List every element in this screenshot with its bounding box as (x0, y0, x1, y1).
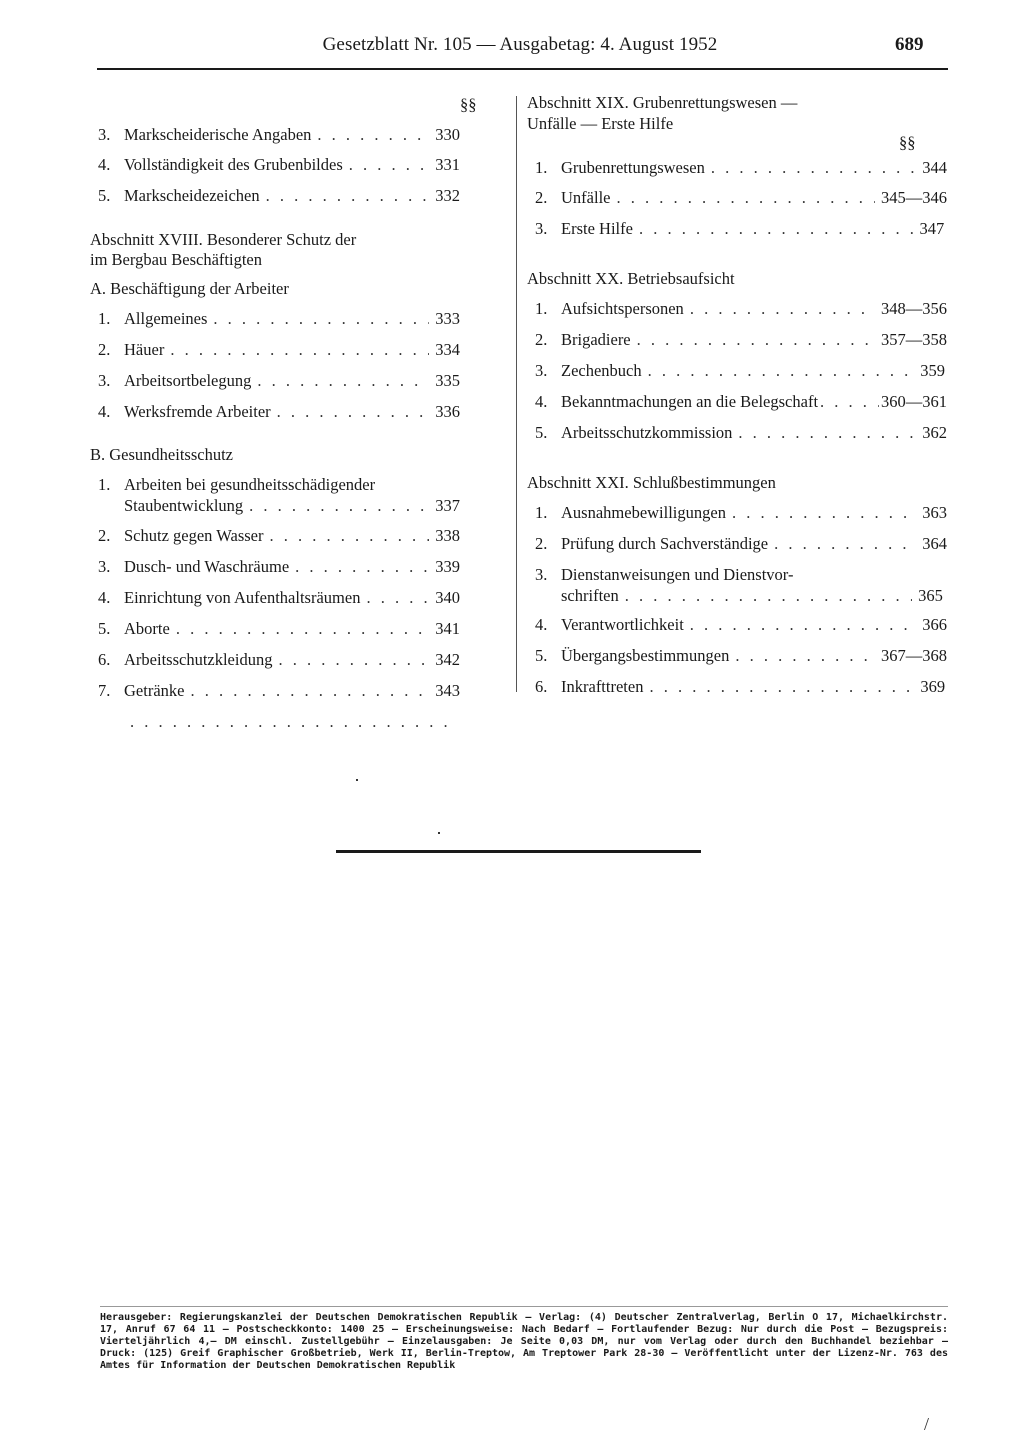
toc-entry (90, 124, 460, 146)
toc-entry (527, 645, 947, 667)
entry-page: 340 (435, 588, 460, 607)
entry-page: 348—356 (881, 299, 947, 318)
entry-number: 2. (535, 330, 548, 349)
leader-dots (277, 401, 430, 423)
entry-page: 347 (919, 219, 945, 238)
entry-label-line1: Dienstanweisungen und Dienstvor- (561, 565, 794, 584)
leader-dots (295, 556, 429, 578)
toc-entry (90, 401, 460, 423)
entry-page: 336 (435, 402, 460, 421)
entry-page: 334 (435, 340, 460, 359)
toc-entry (90, 154, 460, 176)
entry-label: Vollständigkeit des Grubenbildes (124, 155, 343, 174)
entry-number: 4. (98, 588, 111, 607)
entry-number: 5. (535, 646, 548, 665)
leader-dots (690, 298, 875, 320)
entry-page: 365 (918, 586, 943, 605)
toc-entry (90, 339, 460, 361)
leader-dots (266, 185, 430, 207)
entry-label: Brigadiere (561, 330, 631, 349)
toc-entry (527, 533, 947, 555)
print-speck (438, 832, 440, 834)
leader-dots (732, 502, 916, 524)
subsection-heading: A. Beschäftigung der Arbeiter (90, 279, 289, 298)
leader-dots (257, 370, 429, 392)
entry-label: Getränke (124, 681, 185, 700)
entry-label: Markscheidezeichen (124, 186, 260, 205)
entry-page: 332 (435, 186, 460, 205)
section-symbol: §§ (899, 133, 916, 152)
leader-dots (738, 422, 916, 444)
entry-number: 4. (535, 615, 548, 634)
leader-dots (690, 614, 916, 636)
entry-label: Dusch- und Waschräume (124, 557, 290, 576)
entry-page: 335 (435, 371, 460, 390)
leader-dots (270, 525, 430, 547)
entry-page: 366 (922, 615, 947, 634)
entry-number: 1. (535, 158, 548, 177)
entry-label: Inkrafttreten (561, 677, 644, 696)
page-number: 689 (895, 34, 924, 55)
entry-page: 337 (435, 496, 460, 515)
entry-number: 1. (535, 503, 548, 522)
entry-label: Aufsichtspersonen (561, 299, 684, 318)
pencil-mark: / (924, 1414, 930, 1434)
entry-page: 339 (435, 557, 460, 576)
toc-entry (527, 391, 947, 413)
toc-entry (527, 218, 947, 240)
entry-page: 330 (435, 125, 460, 144)
entry-page: 333 (435, 309, 460, 328)
entry-label: Verantwortlichkeit (561, 615, 684, 634)
entry-label: Zechenbuch (561, 361, 642, 380)
toc-entry (527, 502, 947, 524)
leader-dots (637, 329, 875, 351)
entry-number: 1. (535, 299, 548, 318)
toc-entry (527, 614, 947, 636)
entry-label: Unfälle (561, 188, 611, 207)
toc-entry-multiline (90, 474, 460, 516)
leader-dots (190, 680, 429, 702)
entry-number: 2. (98, 526, 111, 545)
entry-label: Erste Hilfe (561, 219, 633, 238)
entry-number: 6. (535, 677, 548, 696)
toc-entry (90, 680, 460, 702)
entry-page: 341 (435, 619, 460, 638)
entry-page: 359 (920, 361, 945, 380)
entry-label-line2: Staubentwicklung (124, 496, 244, 515)
toc-entry (527, 422, 947, 444)
entry-label: Prüfung durch Sachverständige (561, 534, 769, 553)
leader-dots (249, 495, 429, 516)
section-heading-cont: im Bergbau Beschäftigten (90, 250, 262, 269)
leader-dots (648, 360, 915, 382)
entry-number: 2. (98, 340, 111, 359)
entry-label: Grubenrettungswesen (561, 158, 705, 177)
leader-dots (366, 587, 429, 609)
entry-page: 360—361 (881, 392, 947, 411)
entry-number: 2. (535, 534, 548, 553)
imprint-footer: Herausgeber: Regierungskanzlei der Deutschen Demokratischen Republik — Verlag: (4) Deutscher Zentralverlag, Berlin O 17, Michaelkirchstr. 17, Anruf 67 64 11 — Postscheckkonto: 1400 25 — Erscheinungsweise: Nach Bedarf — Fortlaufender Bezug: Nur durch die Post — Bezugspreis: Vierteljährlich 4,— DM einschl. Zustellgebühr — Einzelausgaben: Je Seite 0,03 DM, nur vom Verlag oder durch den Buchhandel beziehbar — Druck: (125) Greif Graphischer Großbetrieb, Werk II, Berlin-Treptow, Am Treptower Park 28-30 — Veröffentlicht unter der Lizenz-Nr. 763 des Amtes für Information der Deutschen Demokratischen Republik (100, 1312, 948, 1371)
toc-entry-multiline (527, 564, 947, 606)
leader-dots (649, 676, 914, 698)
entry-label: Arbeitsschutzkleidung (124, 650, 273, 669)
entry-number: 4. (535, 392, 548, 411)
entry-number: 3. (535, 361, 548, 380)
leader-dots (317, 124, 429, 146)
entry-page: 331 (435, 155, 460, 174)
entry-label: Ausnahmebewilligungen (561, 503, 726, 522)
section-heading-cont: Unfälle — Erste Hilfe (527, 114, 674, 133)
entry-page: 362 (922, 423, 947, 442)
entry-number: 4. (98, 155, 111, 174)
toc-entry (90, 587, 460, 609)
leader-dots (711, 157, 916, 179)
entry-number: 3. (535, 219, 548, 238)
entry-page: 363 (922, 503, 947, 522)
entry-page: 367—368 (881, 646, 947, 665)
toc-entry (527, 298, 947, 320)
entry-label: Schutz gegen Wasser (124, 526, 264, 545)
entry-number: 3. (535, 565, 548, 584)
column-divider (516, 96, 517, 692)
subsection-heading: B. Gesundheitsschutz (90, 445, 233, 464)
entry-number: 3. (98, 557, 111, 576)
entry-page: 342 (435, 650, 460, 669)
entry-label: Häuer (124, 340, 165, 359)
toc-entry (527, 676, 947, 698)
toc-entry (527, 157, 947, 179)
entry-number: 2. (535, 188, 548, 207)
leader-dots (176, 618, 429, 640)
entry-page: 369 (920, 677, 946, 696)
leader-dots (213, 308, 429, 330)
entry-label-line1: Arbeiten bei gesundheitsschädigender (124, 475, 376, 494)
leader-dots (130, 711, 454, 733)
footer-rule (100, 1306, 948, 1307)
section-heading: Abschnitt XX. Betriebsaufsicht (527, 269, 735, 288)
leader-dots (170, 339, 429, 361)
header-rule (97, 68, 948, 70)
entry-number: 5. (98, 186, 111, 205)
entry-label: Arbeitsschutzkommission (561, 423, 733, 442)
toc-entry (527, 360, 947, 382)
leader-dots (278, 649, 429, 671)
section-heading: Abschnitt XVIII. Besonderer Schutz der (90, 230, 357, 249)
print-speck (356, 779, 358, 781)
toc-entry (90, 556, 460, 578)
toc-entry (90, 649, 460, 671)
entry-page: 357—358 (881, 330, 947, 349)
leader-dots (639, 218, 914, 240)
toc-entry (527, 187, 947, 209)
toc-entry (90, 711, 460, 733)
entry-number: 1. (98, 475, 111, 494)
entry-label: Aborte (124, 619, 170, 638)
entry-number: 4. (98, 402, 111, 421)
section-symbol: §§ (460, 95, 477, 114)
entry-number: 7. (98, 681, 111, 700)
leader-dots (616, 187, 875, 209)
leader-dots (735, 645, 875, 667)
leader-dots (774, 533, 916, 555)
entry-label: Allgemeines (124, 309, 208, 328)
section-heading: Abschnitt XIX. Grubenrettungswesen — (527, 93, 798, 112)
leader-dots (625, 585, 912, 606)
entry-number: 3. (98, 371, 111, 390)
entry-label: Übergangsbestimmungen (561, 646, 730, 665)
header-title: Gesetzblatt Nr. 105 — Ausgabetag: 4. August 1952 (322, 34, 718, 55)
entry-label: Einrichtung von Aufenthaltsräumen (124, 588, 361, 607)
toc-entry (90, 308, 460, 330)
toc-entry (90, 618, 460, 640)
entry-number: 5. (98, 619, 111, 638)
entry-label: Markscheiderische Angaben (124, 125, 312, 144)
entry-label: Werksfremde Arbeiter (124, 402, 271, 421)
leader-dots (820, 391, 879, 413)
toc-entry (90, 185, 460, 207)
toc-entry (90, 525, 460, 547)
entry-label: Arbeitsortbelegung (124, 371, 252, 390)
entry-label: Bekanntmachungen an die Belegschaft (561, 392, 819, 411)
entry-number: 3. (98, 125, 111, 144)
entry-page: 343 (435, 681, 460, 700)
entry-page: 338 (435, 526, 460, 545)
section-heading: Abschnitt XXI. Schlußbestimmungen (527, 473, 776, 492)
entry-number: 1. (98, 309, 111, 328)
leader-dots (349, 154, 429, 176)
entry-number: 6. (98, 650, 111, 669)
entry-label-line2: schriften (561, 586, 619, 605)
separator-rule (336, 850, 701, 853)
entry-page: 345—346 (881, 188, 947, 207)
entry-page: 364 (922, 534, 947, 553)
toc-entry (90, 370, 460, 392)
entry-page: 344 (922, 158, 947, 177)
entry-number: 5. (535, 423, 548, 442)
toc-entry (527, 329, 947, 351)
